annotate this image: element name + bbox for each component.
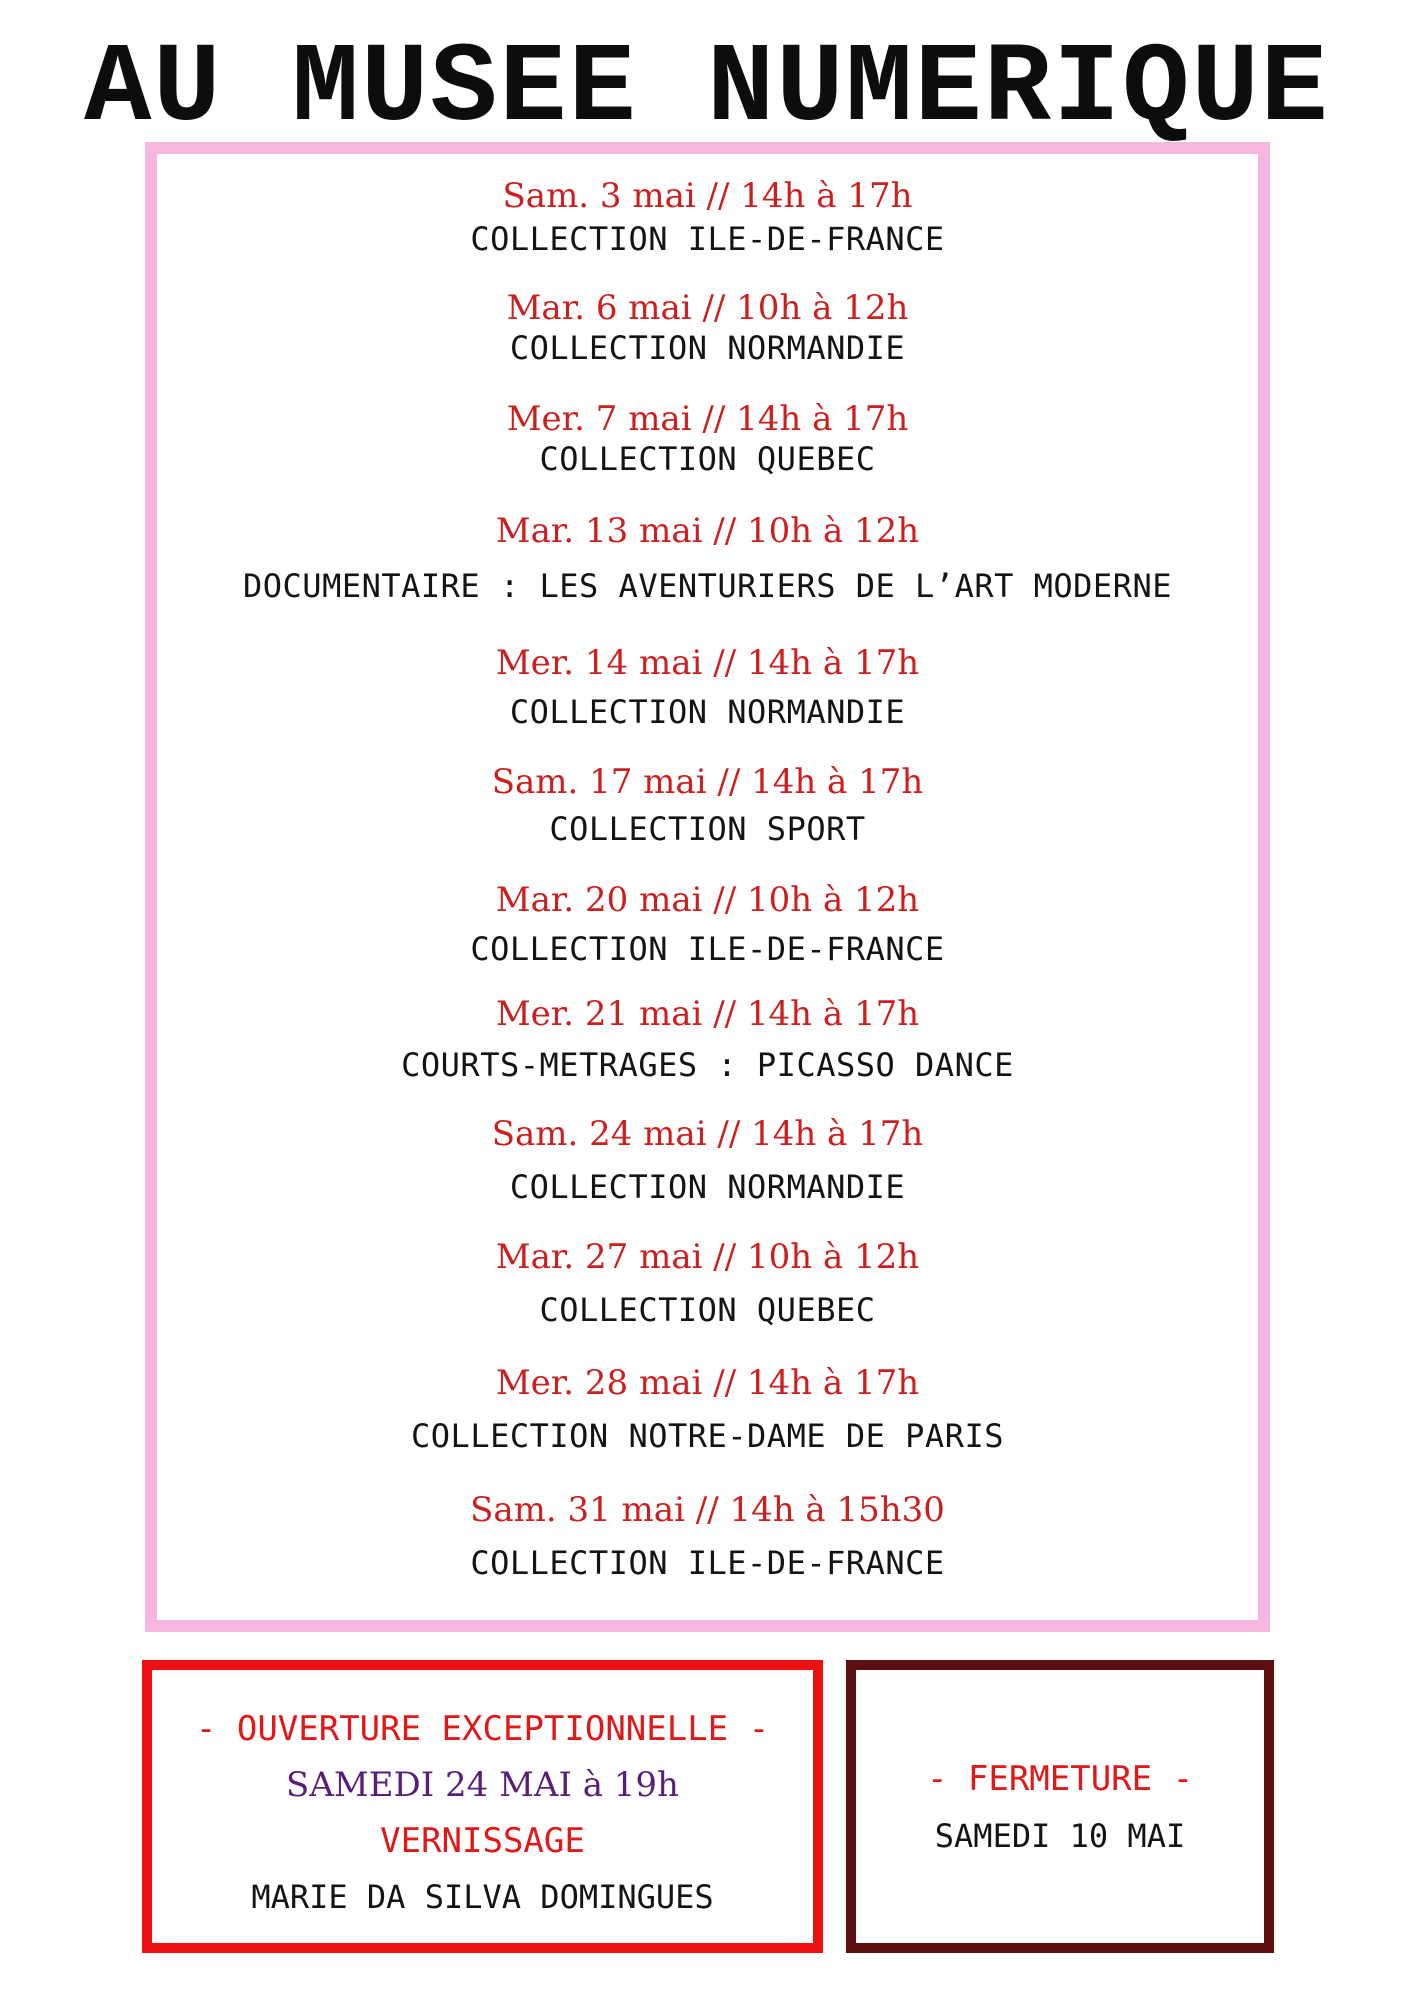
event-title: COLLECTION QUEBEC (539, 440, 876, 478)
event-title: COLLECTION QUEBEC (539, 1291, 876, 1329)
event-date: Mar. 13 mai // 10h à 12h (495, 511, 920, 551)
event-item (157, 1488, 1258, 1584)
event-date: Mer. 7 mai // 14h à 17h (506, 399, 909, 439)
event-item (157, 1235, 1258, 1331)
event-date: Sam. 24 mai // 14h à 17h (491, 1114, 924, 1154)
event-date: Mar. 27 mai // 10h à 12h (495, 1237, 920, 1277)
event-item (157, 1361, 1258, 1457)
event-title: COLLECTION NOTRE-DAME DE PARIS (411, 1417, 1004, 1455)
event-title: DOCUMENTAIRE : LES AVENTURIERS DE L’ART MODERNE (243, 567, 1172, 605)
event-date: Mer. 14 mai // 14h à 17h (495, 643, 920, 683)
event-title: COLLECTION SPORT (549, 810, 866, 848)
event-item (157, 509, 1258, 607)
exceptional-heading: - OUVERTURE EXCEPTIONNELLE - (195, 1709, 770, 1749)
event-item (157, 397, 1258, 477)
event-title: COLLECTION NORMANDIE (509, 329, 906, 367)
event-item (157, 174, 1258, 260)
event-item (157, 1112, 1258, 1208)
event-item (157, 760, 1258, 850)
event-title: COLLECTION NORMANDIE (509, 693, 906, 731)
event-title: COURTS-METRAGES : PICASSO DANCE (401, 1046, 1014, 1084)
event-date: Mar. 6 mai // 10h à 12h (506, 288, 909, 328)
event-item (157, 992, 1258, 1086)
closing-box (846, 1660, 1274, 1953)
event-item (157, 878, 1258, 970)
event-date: Mar. 20 mai // 10h à 12h (495, 880, 920, 920)
event-title: COLLECTION ILE-DE-FRANCE (470, 1544, 945, 1582)
event-title: COLLECTION NORMANDIE (509, 1168, 906, 1206)
exceptional-event: VERNISSAGE (380, 1821, 585, 1861)
event-date: Mer. 21 mai // 14h à 17h (495, 994, 920, 1034)
page-title: AU MUSEE NUMERIQUE (84, 26, 1330, 153)
exceptional-opening-box (142, 1660, 823, 1953)
exceptional-artist: MARIE DA SILVA DOMINGUES (251, 1878, 714, 1916)
closing-heading: - FERMETURE - (926, 1759, 1194, 1799)
event-date: Sam. 3 mai // 14h à 17h (502, 176, 913, 216)
event-date: Sam. 31 mai // 14h à 15h30 (470, 1490, 945, 1530)
event-item (157, 641, 1258, 733)
closing-date: SAMEDI 10 MAI (934, 1817, 1186, 1855)
event-date: Mer. 28 mai // 14h à 17h (495, 1363, 920, 1403)
exceptional-date: SAMEDI 24 MAI à 19h (286, 1765, 679, 1805)
event-title: COLLECTION ILE-DE-FRANCE (470, 930, 945, 968)
event-date: Sam. 17 mai // 14h à 17h (491, 762, 924, 802)
event-title: COLLECTION ILE-DE-FRANCE (470, 220, 945, 258)
event-item (157, 286, 1258, 366)
schedule-box (145, 142, 1270, 1632)
